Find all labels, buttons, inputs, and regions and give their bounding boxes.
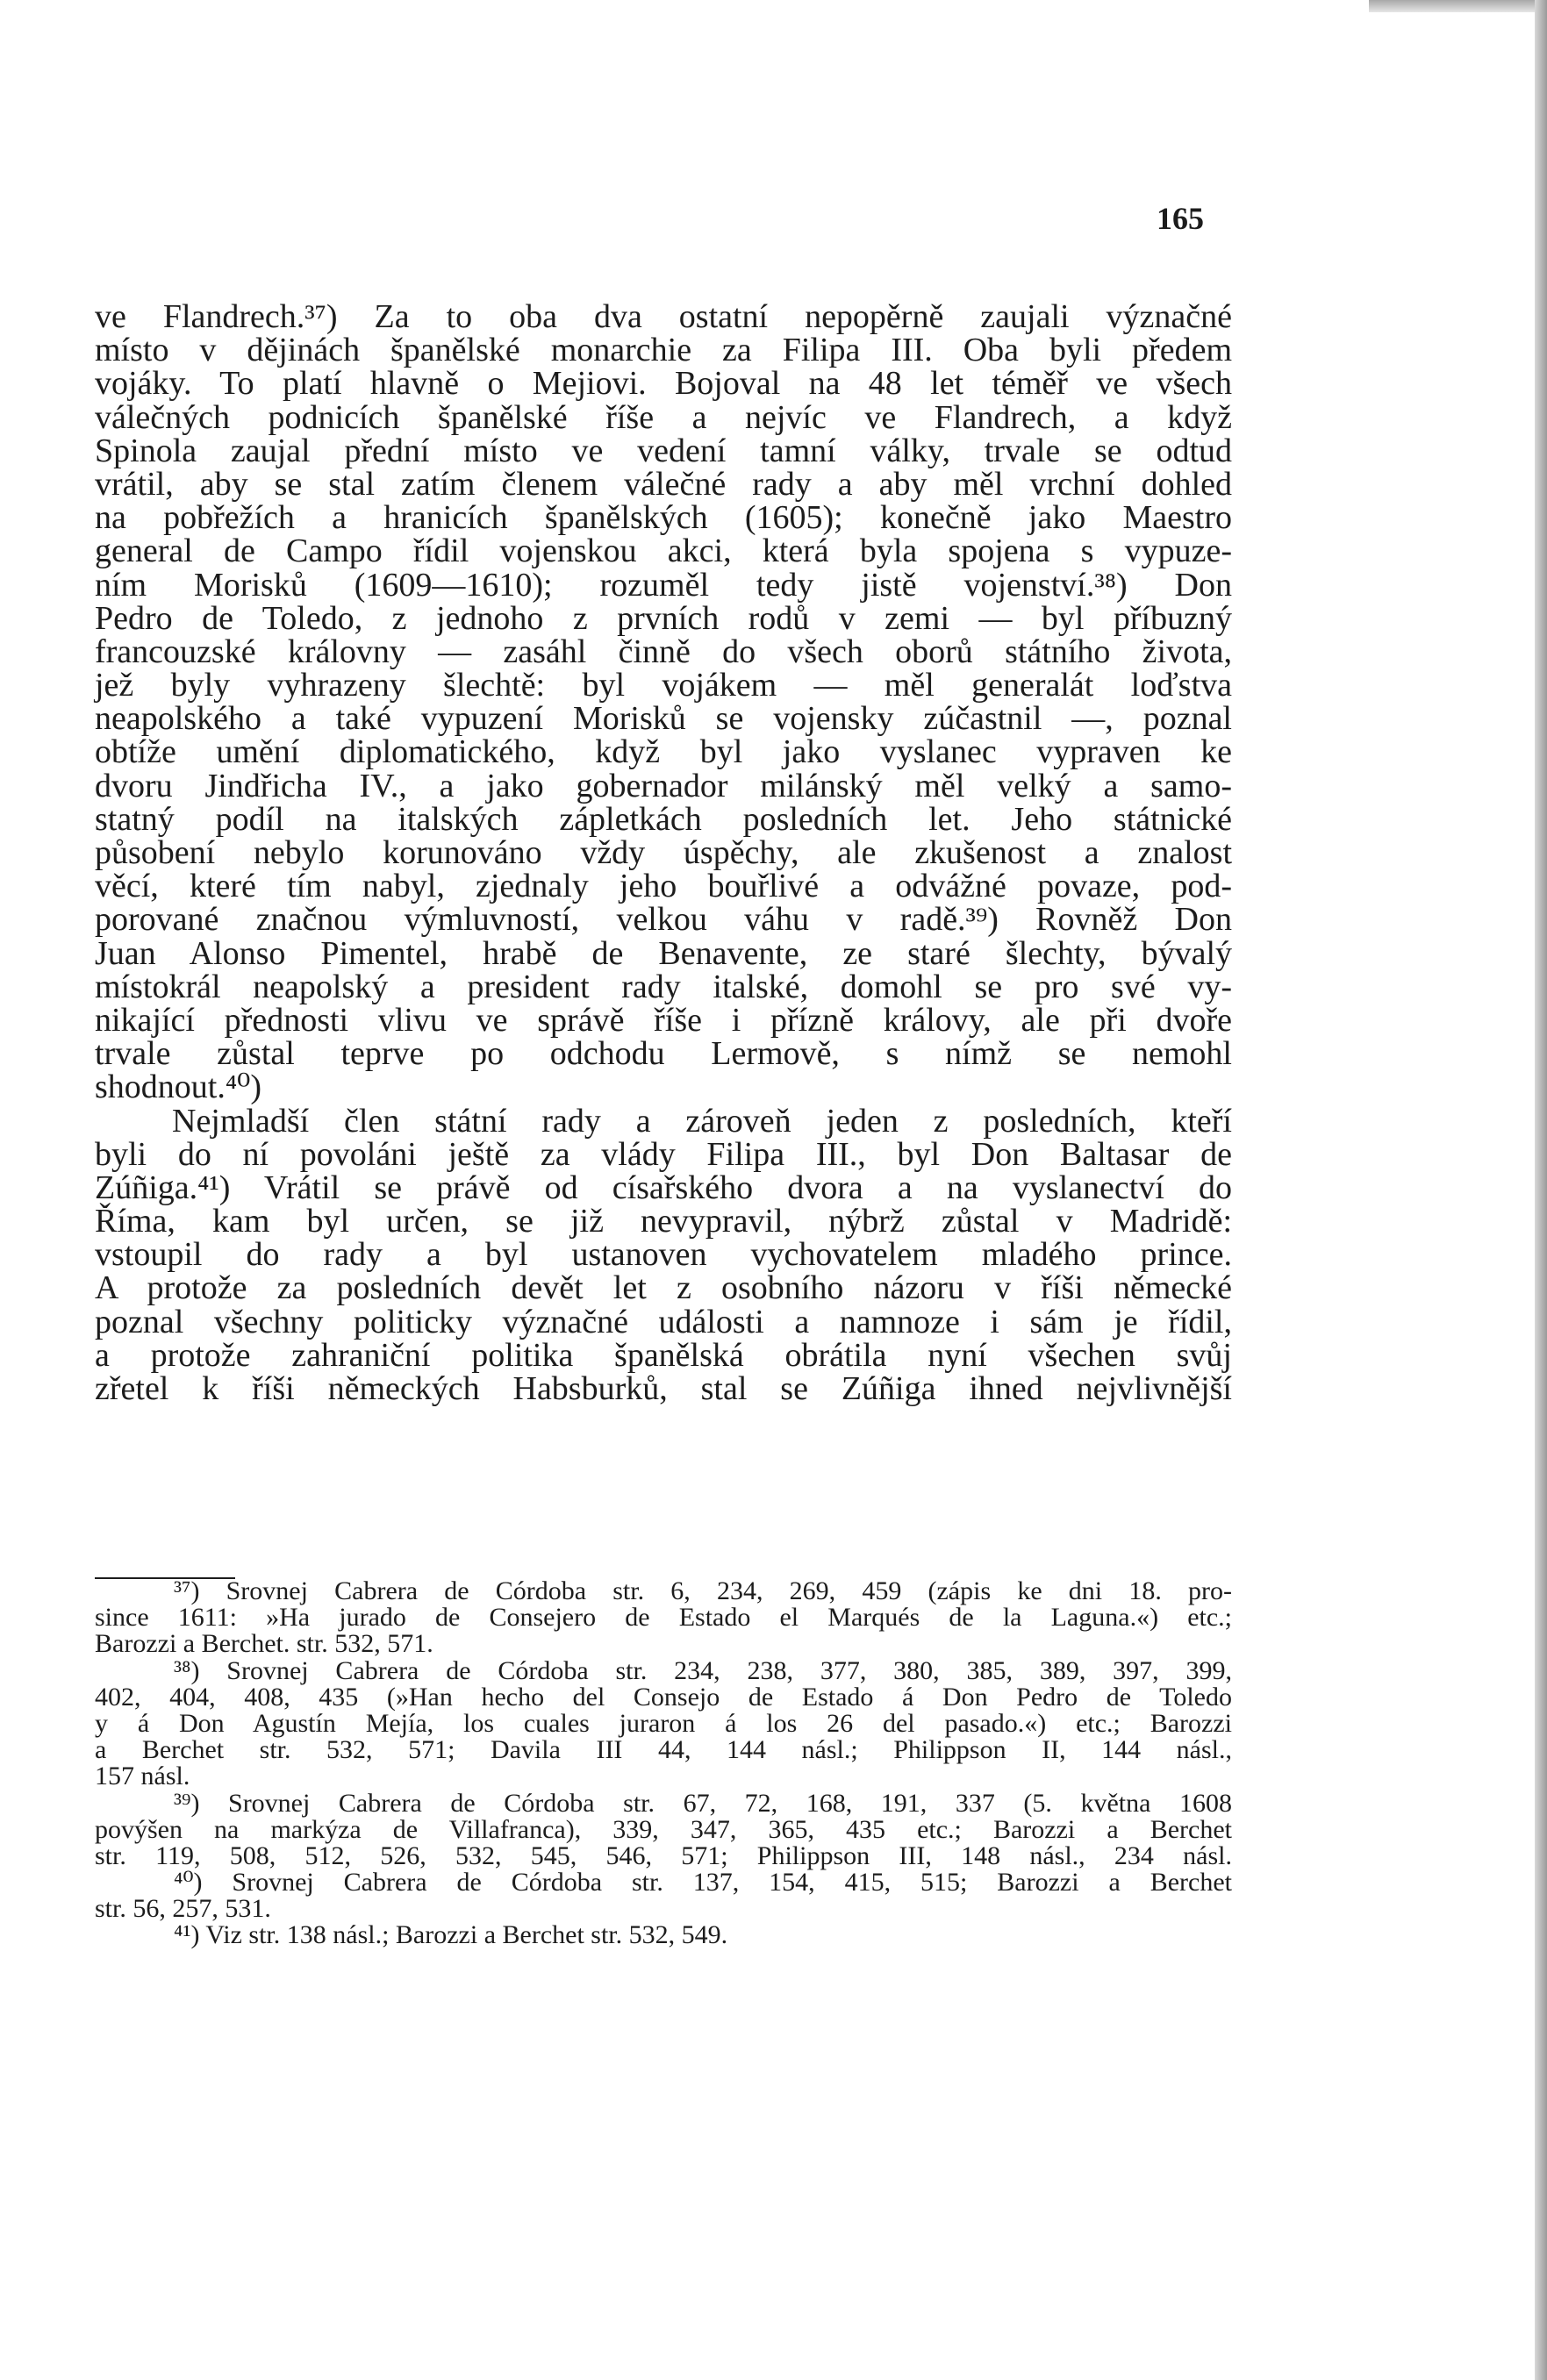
- body-line: Zúñiga.⁴¹) Vrátil se právě od císařského dvora a na vyslanectví do: [95, 1169, 1232, 1206]
- footnote-line: 402, 404, 408, 435 (»Han hecho del Consejo de Estado á Don Pedro de Toledo: [95, 1682, 1232, 1712]
- body-line: poznal všechny politicky význačné události a namnoze i sám je řídil,: [95, 1303, 1232, 1340]
- body-line: francouzské královny — zasáhl činně do všech oborů státního života,: [95, 633, 1232, 670]
- footnote-line: since 1611: »Ha jurado de Consejero de Estado el Marqués de la Laguna.«) etc.;: [95, 1603, 1232, 1633]
- body-text: [95, 300, 1232, 1405]
- body-line: na pobřežích a hranicích španělských (1605); konečně jako Maestro: [95, 499, 1232, 537]
- body-line: Nejmladší člen státní rady a zároveň jeden z posledních, kteří: [172, 1102, 1232, 1140]
- body-line: obtíže umění diplomatického, když byl jako vyslanec vypraven ke: [95, 733, 1232, 771]
- footnotes: [95, 1578, 1232, 1949]
- footnote-line: ³⁹) Srovnej Cabrera de Córdoba str. 67, 72, 168, 191, 337 (5. května 1608: [174, 1788, 1232, 1818]
- body-line: zřetel k říši německých Habsburků, stal se Zúñiga ihned nejvlivnější: [95, 1370, 1232, 1407]
- footnote-line: str. 119, 508, 512, 526, 532, 545, 546, 571; Philippson III, 148 násl., 234 násl.: [95, 1840, 1232, 1870]
- body-line: působení nebylo korunováno vždy úspěchy, ale zkušenost a znalost: [95, 834, 1232, 871]
- footnote-line: ⁴¹) Viz str. 138 násl.; Barozzi a Berchet str. 532, 549.: [174, 1920, 728, 1950]
- body-line: vstoupil do rady a byl ustanoven vychovatelem mladého prince.: [95, 1236, 1232, 1274]
- footnote-line: povýšen na markýza de Villafranca), 339, 347, 365, 435 etc.; Barozzi a Berchet: [95, 1814, 1232, 1844]
- body-line: Pedro de Toledo, z jednoho z prvních rodů v zemi — byl příbuzný: [95, 599, 1232, 637]
- body-line: statný podíl na italských zápletkách posledních let. Jeho státnické: [95, 800, 1232, 838]
- footnote-line: 157 násl.: [95, 1762, 190, 1791]
- body-line: vojáky. To platí hlavně o Mejiovi. Bojoval na 48 let téměř ve všech: [95, 365, 1232, 403]
- footnote-line: Barozzi a Berchet. str. 532, 571.: [95, 1629, 433, 1659]
- page-edge-top: [1369, 0, 1547, 12]
- body-line: věcí, které tím nabyl, zjednaly jeho bouřlivé a odvážné povaze, pod-: [95, 868, 1232, 905]
- body-line: shodnout.⁴⁰): [95, 1068, 261, 1106]
- footnote-line: str. 56, 257, 531.: [95, 1894, 271, 1924]
- body-line: porované značnou výmluvností, velkou váhu v radě.³⁹) Rovněž Don: [95, 901, 1232, 939]
- body-line: Juan Alonso Pimentel, hrabě de Benavente, ze staré šlechty, bývalý: [95, 934, 1232, 972]
- body-line: Říma, kam byl určen, se již nevypravil, nýbrž zůstal v Madridě:: [95, 1203, 1232, 1240]
- body-line: byli do ní povoláni ještě za vlády Filipa III., byl Don Baltasar de: [95, 1135, 1232, 1173]
- body-line: neapolského a také vypuzení Morisků se vojensky zúčastnil —, poznal: [95, 700, 1232, 738]
- body-line: vrátil, aby se stal zatím členem válečné rady a aby měl vrchní dohled: [95, 465, 1232, 503]
- body-line: general de Campo řídil vojenskou akci, která byla spojena s vypuze-: [95, 532, 1232, 570]
- body-line: ve Flandrech.³⁷) Za to oba dva ostatní nepopěrně zaujali význačné: [95, 298, 1232, 335]
- footnote-line: y á Don Agustín Mejía, los cuales juraron á los 26 del pasado.«) etc.; Barozzi: [95, 1708, 1232, 1738]
- body-line: a protože zahraniční politika španělská obrátila nyní všechen svůj: [95, 1336, 1232, 1374]
- body-line: nikající přednosti vlivu ve správě říše i přízně královy, ale při dvoře: [95, 1001, 1232, 1039]
- body-line: ním Morisků (1609—1610); rozuměl tedy jistě vojenství.³⁸) Don: [95, 566, 1232, 604]
- footnote-line: a Berchet str. 532, 571; Davila III 44, 144 násl.; Philippson II, 144 násl.,: [95, 1735, 1232, 1765]
- page-edge-right: [1535, 0, 1547, 2380]
- page-number: 165: [1157, 201, 1204, 236]
- footnote-line: ⁴⁰) Srovnej Cabrera de Córdoba str. 137, 154, 415, 515; Barozzi a Berchet: [174, 1868, 1232, 1898]
- body-line: Spinola zaujal přední místo ve vedení tamní války, trvale se odtud: [95, 432, 1232, 469]
- body-line: jež byly vyhrazeny šlechtě: byl vojákem — měl generalát loďstva: [95, 667, 1232, 704]
- body-line: trvale zůstal teprve po odchodu Lermově, s nímž se nemohl: [95, 1035, 1232, 1073]
- footnote-line: ³⁸) Srovnej Cabrera de Córdoba str. 234, 238, 377, 380, 385, 389, 397, 399,: [174, 1655, 1232, 1685]
- body-line: místo v dějinách španělské monarchie za Filipa III. Oba byli předem: [95, 332, 1232, 369]
- footnote-line: ³⁷) Srovnej Cabrera de Córdoba str. 6, 234, 269, 459 (zápis ke dni 18. pro-: [174, 1576, 1232, 1605]
- body-line: válečných podnicích španělské říše a nejvíc ve Flandrech, a když: [95, 398, 1232, 436]
- body-line: místokrál neapolský a president rady italské, domohl se pro své vy-: [95, 968, 1232, 1005]
- body-line: A protože za posledních devět let z osobního názoru v říši německé: [95, 1269, 1232, 1307]
- body-line: dvoru Jindřicha IV., a jako gobernador milánský měl velký a samo-: [95, 767, 1232, 804]
